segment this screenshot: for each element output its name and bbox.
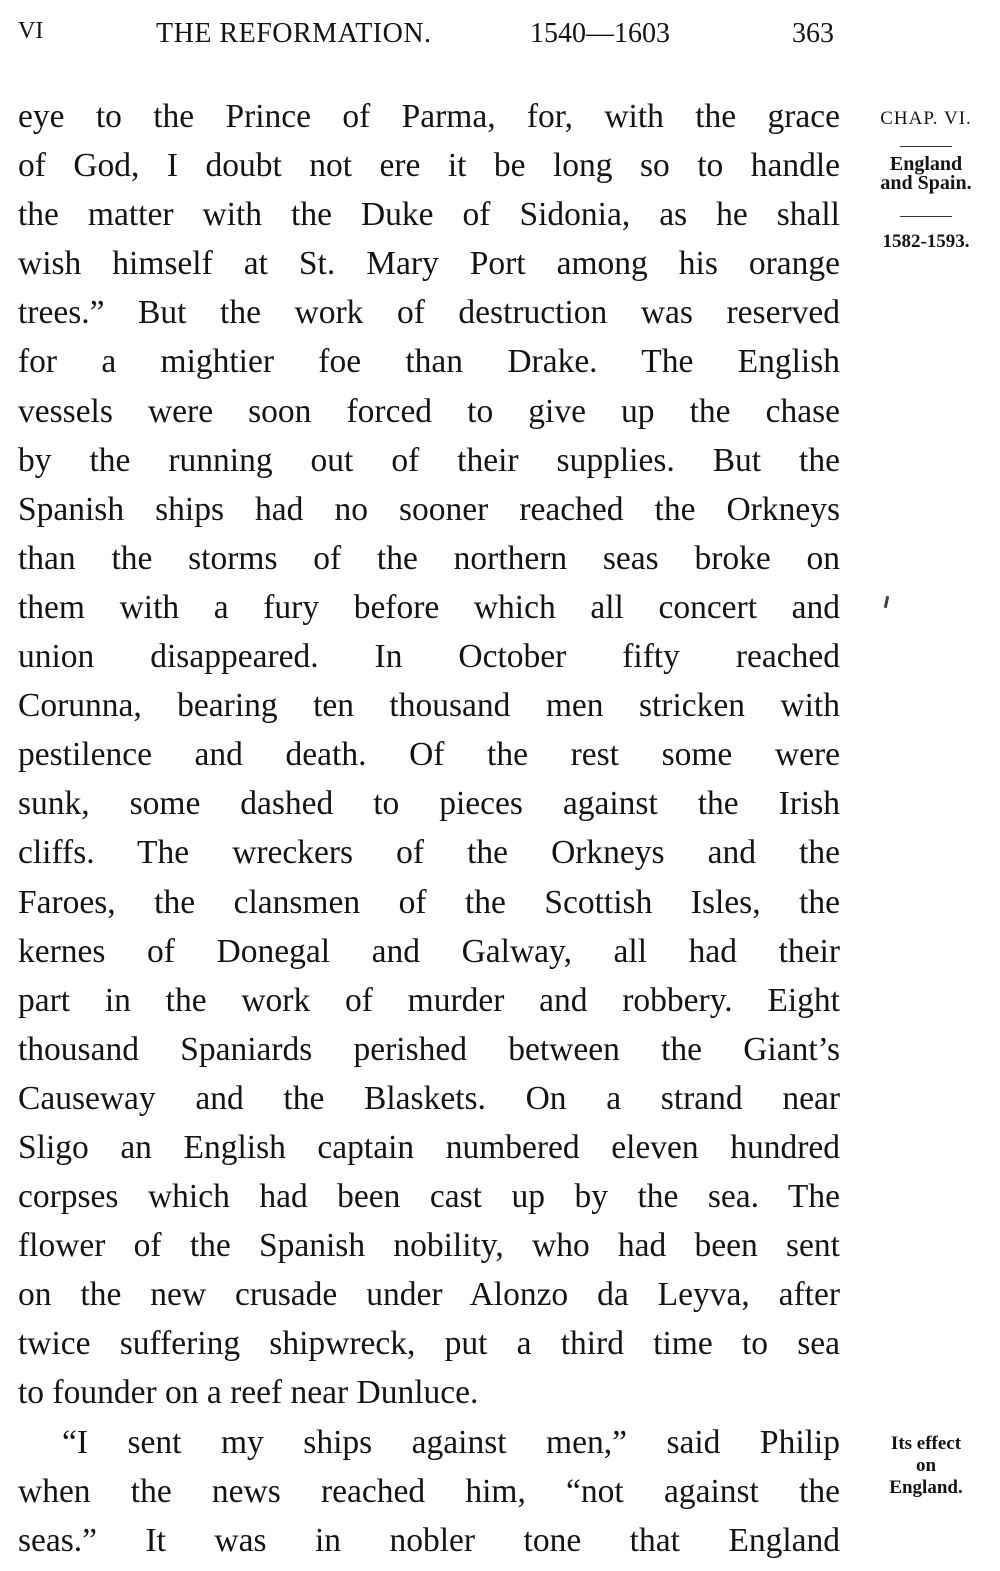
text-line: kernes of Donegal and Galway, all had their (18, 932, 840, 970)
text-line: trees.” But the work of destruction was reserved (18, 294, 840, 332)
margin-rule (900, 216, 952, 217)
text-line: by the running out of their supplies. But the (18, 441, 840, 479)
margin-topic-line: and Spain. (880, 172, 972, 194)
header-chapter-number: VI (18, 18, 44, 44)
margin-rule (900, 146, 952, 147)
margin-effect-line: on (915, 1455, 937, 1476)
text-line: wish himself at St. Mary Port among his orange (18, 245, 840, 283)
margin-effect-line: England. (889, 1477, 963, 1498)
header-book-title: THE REFORMATION. (156, 18, 432, 49)
text-line: them with a fury before which all concert and (18, 588, 840, 626)
text-line: corpses which had been cast up by the sea. The (18, 1178, 840, 1216)
text-line: Spanish ships had no sooner reached the Orkneys (18, 490, 840, 528)
text-line: thousand Spaniards perished between the Giant’s (18, 1030, 840, 1068)
text-line: Faroes, the clansmen of the Scottish Isles, the (18, 883, 840, 921)
text-line: of God, I doubt not ere it be long so to handle (18, 147, 840, 185)
text-line: union disappeared. In October fifty reached (18, 638, 840, 676)
text-line: twice suffering shipwreck, put a third time to sea (18, 1325, 840, 1363)
text-line: Sligo an English captain numbered eleven hundred (18, 1128, 840, 1166)
text-line: part in the work of murder and robbery. Eight (18, 981, 840, 1019)
body-text (18, 92, 840, 1565)
text-line: when the news reached him, “not against the (18, 1472, 840, 1510)
text-line: seas.” It was in nobler tone that England (18, 1521, 840, 1559)
text-line: sunk, some dashed to pieces against the Irish (18, 785, 840, 823)
page-number: 363 (792, 18, 834, 49)
text-line: to founder on a reef near Dunluce. (18, 1374, 479, 1412)
margin-chapter-label: CHAP. VI. (880, 108, 972, 129)
text-line: flower of the Spanish nobility, who had been sent (18, 1227, 840, 1265)
text-line: eye to the Prince of Parma, for, with the grace (18, 98, 840, 135)
margin-effect-line: Its effect (890, 1433, 962, 1454)
text-line: “I sent my ships against men,” said Philip (62, 1423, 840, 1461)
running-head (18, 18, 838, 62)
header-date-range: 1540—1603 (530, 18, 670, 49)
text-line: pestilence and death. Of the rest some were (18, 736, 840, 774)
text-line: Corunna, bearing ten thousand men stricken with (18, 687, 840, 725)
margin-topic (856, 155, 996, 193)
text-line: than the storms of the northern seas broke on (18, 539, 840, 577)
text-line: Causeway and the Blaskets. On a strand near (18, 1079, 840, 1117)
text-line: for a mightier foe than Drake. The English (18, 343, 840, 381)
text-line: on the new crusade under Alonzo da Leyva, after (18, 1276, 840, 1314)
margin-effect-note (856, 1433, 996, 1499)
margin-years: 1582-1593. (882, 231, 970, 252)
text-line: vessels were soon forced to give up the chase (18, 392, 840, 430)
margin-topic-line: England (889, 153, 963, 175)
text-line: cliffs. The wreckers of the Orkneys and the (18, 834, 840, 872)
text-line: the matter with the Duke of Sidonia, as he shall (18, 196, 840, 234)
stray-ink-mark (884, 596, 889, 608)
